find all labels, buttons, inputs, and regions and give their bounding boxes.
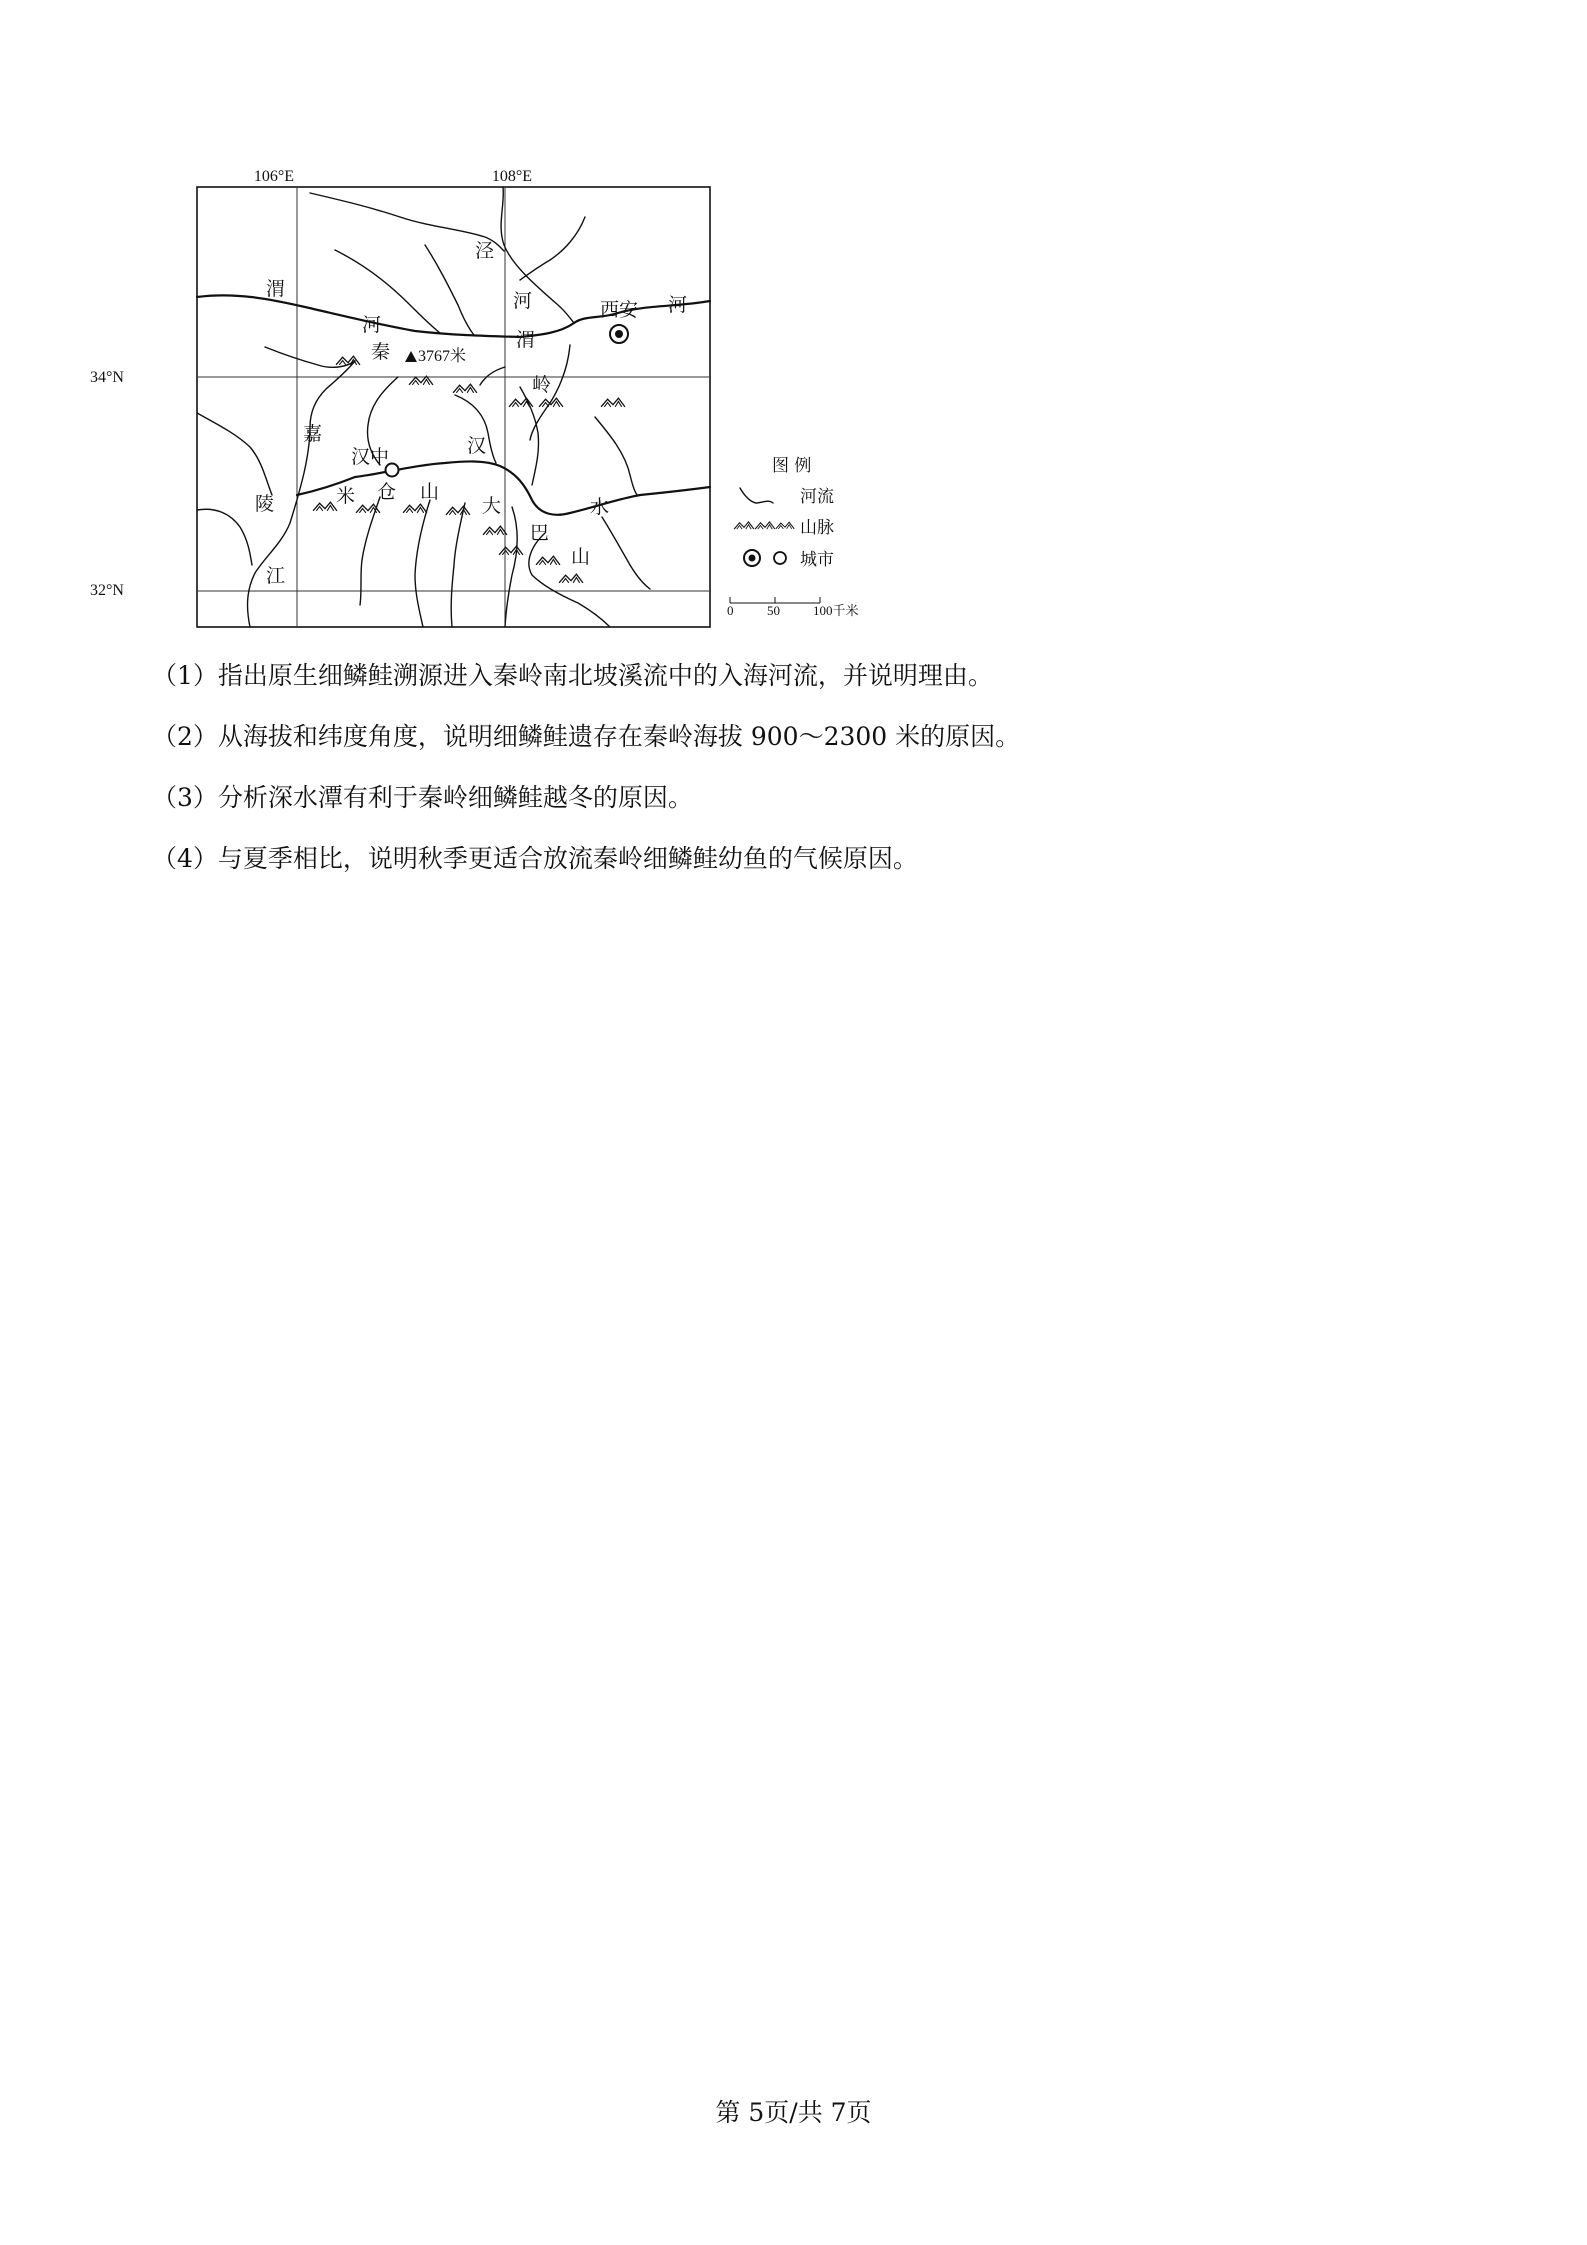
river-line	[520, 217, 585, 280]
mountain-symbol	[313, 502, 337, 511]
legend-city-icon	[744, 550, 786, 566]
mountain-symbol	[336, 356, 360, 365]
mountain-symbol	[601, 398, 625, 407]
question-1: （1）指出原生细鳞鲑溯源进入秦岭南北坡溪流中的入海河流，并说明理由。	[152, 661, 993, 690]
legend-river-label: 河流	[800, 487, 834, 507]
label-hanzhong: 汉中	[351, 446, 390, 468]
xian-city-marker	[610, 325, 628, 343]
label-wei-river-1: 渭	[266, 278, 286, 300]
label-jiang: 江	[266, 565, 286, 587]
legend-mountain-label: 山脉	[800, 518, 834, 538]
label-jia: 嘉	[303, 423, 323, 445]
legend-mountain-icon	[734, 522, 794, 529]
mountain-symbol	[509, 398, 533, 407]
question-4: （4）与夏季相比，说明秋季更适合放流秦岭细鳞鲑幼鱼的气候原因。	[152, 844, 918, 873]
peak-triangle-icon	[405, 351, 417, 362]
river-line	[602, 517, 650, 589]
legend-title: 图 例	[772, 456, 812, 476]
mountain-symbol	[446, 506, 470, 515]
label-qin: 秦	[371, 341, 391, 363]
scale-zero: 0	[727, 603, 734, 618]
label-ba: 巴	[530, 522, 550, 544]
qinling-map	[90, 155, 880, 635]
peak-elevation-label: 3767米	[418, 348, 467, 365]
label-jing-river: 泾	[475, 240, 495, 262]
label-da: 大	[482, 495, 502, 517]
river-line	[197, 413, 272, 495]
river-line	[451, 503, 465, 627]
page-footer: 第 5页/共 7页	[715, 2098, 872, 2127]
lon-label-108: 108°E	[491, 168, 533, 185]
mountain-symbol	[536, 556, 560, 565]
map-legend	[727, 456, 859, 618]
label-wei-river-he-3: 河	[668, 294, 688, 316]
question-2: （2）从海拔和纬度角度，说明细鳞鲑遗存在秦岭海拔 900～2300 米的原因。	[152, 722, 1021, 751]
scale-bar	[727, 597, 859, 618]
label-ling2: 陵	[255, 493, 275, 515]
label-shui: 水	[590, 496, 610, 518]
label-wei-river-2: 渭	[516, 329, 536, 351]
map-frame	[197, 187, 710, 627]
mountain-symbol	[483, 526, 507, 535]
river-line	[505, 507, 517, 627]
label-han: 汉	[467, 435, 487, 457]
label-xian: 西安	[600, 299, 639, 321]
jing-river	[501, 187, 574, 323]
scale-end: 100千米	[813, 603, 859, 618]
mountain-symbol	[559, 574, 583, 583]
mountain-symbol	[403, 504, 427, 513]
mountain-symbol	[499, 546, 523, 555]
legend-city-label: 城市	[800, 550, 834, 570]
label-shan-1: 山	[420, 481, 440, 503]
lon-label-106: 106°E	[253, 168, 295, 185]
river-line	[415, 500, 430, 627]
legend-river-icon	[740, 488, 773, 503]
river-line	[265, 347, 355, 367]
label-mi: 米	[336, 485, 356, 507]
river-line	[595, 417, 638, 496]
han-river	[297, 461, 710, 514]
map-figure	[90, 155, 880, 635]
river-line	[360, 497, 380, 605]
river-line	[197, 509, 252, 565]
scale-mid: 50	[767, 603, 780, 618]
question-3: （3）分析深水潭有利于秦岭细鳞鲑越冬的原因。	[152, 783, 693, 812]
river-line	[480, 367, 505, 385]
label-ling: 岭	[532, 374, 552, 396]
label-cang: 仓	[377, 481, 397, 503]
mountain-symbol	[453, 384, 477, 393]
river-line	[425, 245, 474, 335]
label-wei-river-he-1: 河	[362, 314, 382, 336]
label-shan-2: 山	[571, 546, 591, 568]
label-jing-river-he: 河	[513, 290, 533, 312]
question-list	[152, 660, 1452, 904]
river-line	[335, 250, 440, 333]
lat-label-32: 32°N	[90, 582, 124, 599]
lat-label-34: 34°N	[90, 369, 124, 386]
